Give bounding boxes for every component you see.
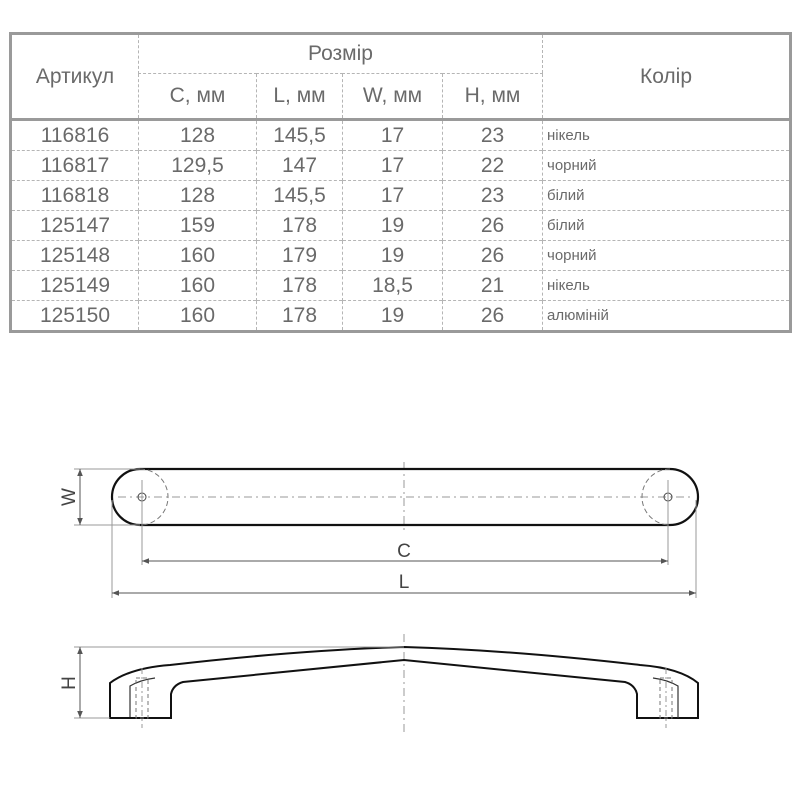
cell-article: 116818	[11, 181, 139, 211]
cell-w: 17	[343, 181, 443, 211]
header-h: H, мм	[443, 74, 543, 120]
cell-color: білий	[543, 211, 791, 241]
cell-w: 19	[343, 211, 443, 241]
cell-c: 160	[139, 241, 257, 271]
cell-c: 129,5	[139, 151, 257, 181]
cell-w: 17	[343, 151, 443, 181]
dimension-w-label: W	[59, 488, 80, 506]
header-color: Колір	[543, 34, 791, 120]
cell-c: 160	[139, 301, 257, 332]
cell-l: 145,5	[257, 181, 343, 211]
cell-c: 128	[139, 181, 257, 211]
cell-article: 125147	[11, 211, 139, 241]
cell-w: 17	[343, 120, 443, 151]
cell-c: 159	[139, 211, 257, 241]
header-size: Розмір	[139, 34, 543, 74]
cell-w: 19	[343, 241, 443, 271]
cell-c: 160	[139, 271, 257, 301]
cell-article: 125149	[11, 271, 139, 301]
cell-article: 125150	[11, 301, 139, 332]
header-article: Артикул	[11, 34, 139, 120]
dimension-c-label: C	[397, 541, 411, 562]
cell-l: 147	[257, 151, 343, 181]
header-c: C, мм	[139, 74, 257, 120]
cell-l: 178	[257, 301, 343, 332]
cell-article: 116816	[40, 124, 110, 147]
cell-color: нікель	[543, 271, 791, 301]
header-w: W, мм	[343, 74, 443, 120]
cell-color: алюміній	[543, 301, 791, 332]
cell-h: 23	[443, 181, 543, 211]
cell-h: 26	[443, 241, 543, 271]
cell-c: 128	[139, 120, 257, 151]
side-view	[59, 634, 698, 735]
cell-l: 178	[257, 271, 343, 301]
dimension-h-label: H	[59, 676, 80, 690]
cell-h: 23	[443, 120, 543, 151]
cell-color: нікель	[543, 120, 791, 151]
cell-h: 21	[443, 271, 543, 301]
cell-l: 179	[257, 241, 343, 271]
header-l: L, мм	[257, 74, 343, 120]
cell-h: 26	[443, 211, 543, 241]
cell-l: 145,5	[257, 120, 343, 151]
cell-l: 178	[257, 211, 343, 241]
cell-w: 18,5	[343, 271, 443, 301]
cell-article: 125148	[11, 241, 139, 271]
top-view	[59, 462, 698, 598]
cell-color: чорний	[543, 241, 791, 271]
cell-h: 26	[443, 301, 543, 332]
cell-h: 22	[443, 151, 543, 181]
cell-w: 19	[343, 301, 443, 332]
cell-color: білий	[543, 181, 791, 211]
cell-article: 116817	[11, 151, 139, 181]
dimension-l-label: L	[398, 572, 410, 593]
cell-color: чорний	[543, 151, 791, 181]
